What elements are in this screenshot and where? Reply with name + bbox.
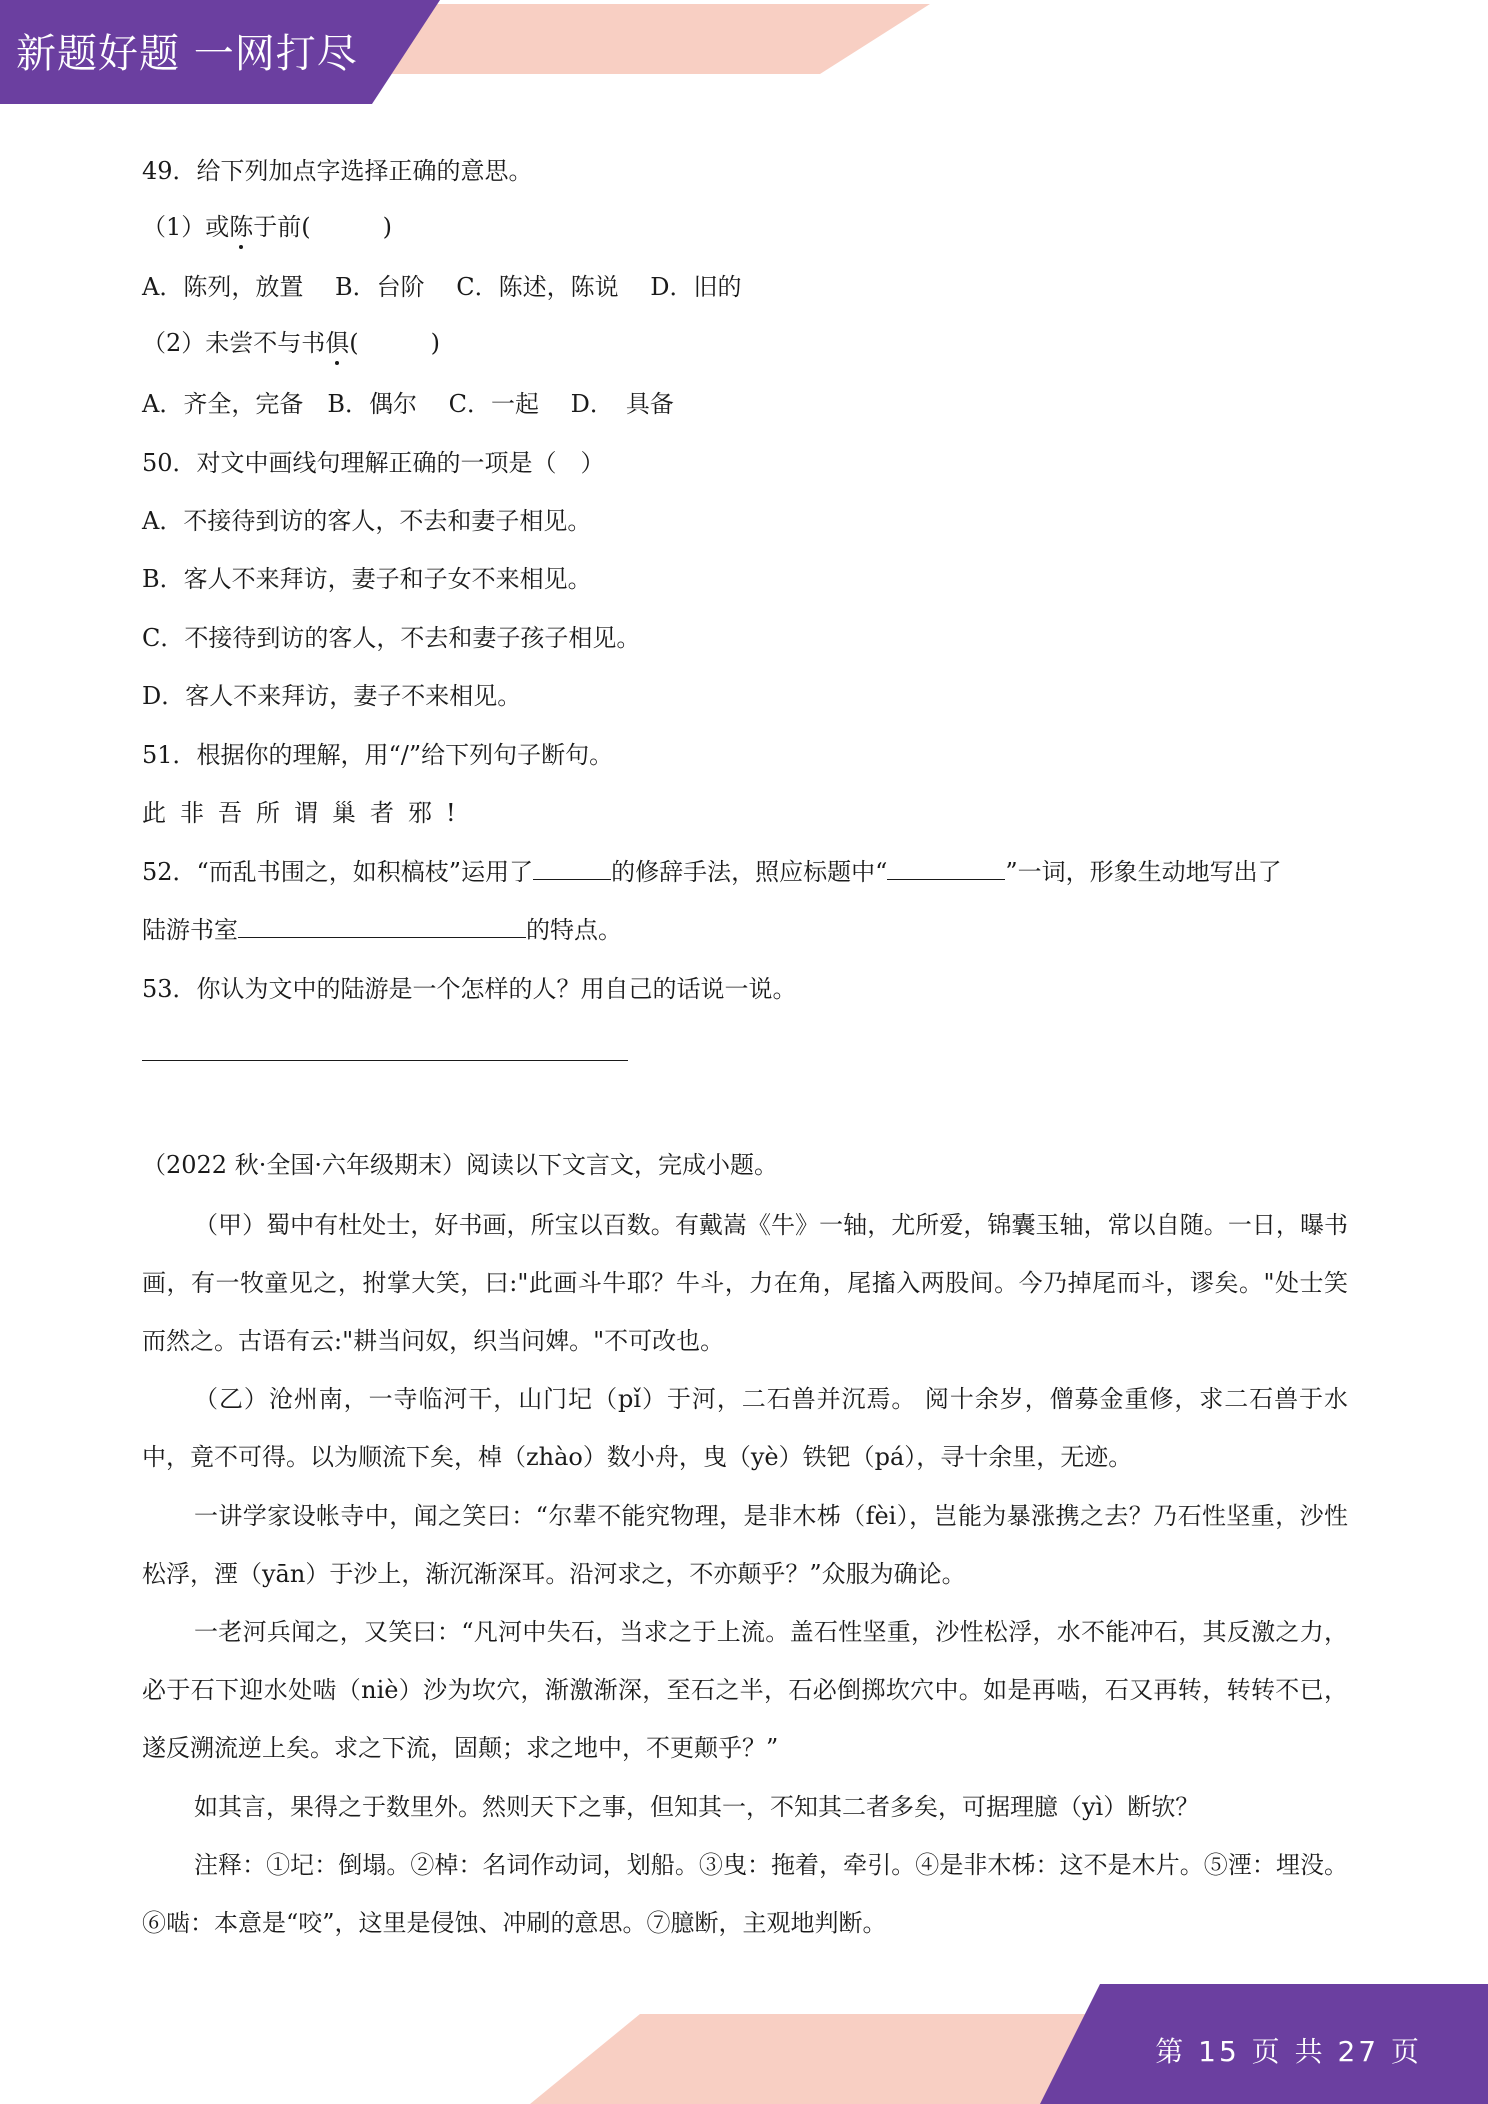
q49-sub1-post: 于前( ) <box>253 213 393 241</box>
q51-stem: 51．根据你的理解，用“/”给下列句子断句。 <box>142 741 614 769</box>
q53-stem: 53．你认为文中的陆游是一个怎样的人？用自己的话说一说。 <box>142 975 797 1003</box>
q52-blank-rhetoric[interactable] <box>533 859 611 880</box>
q49-sub2-pre: （2）未尝不与书 <box>142 329 326 357</box>
passage-yi-1: （乙）沧州南，一寺临河干，山门圮（pǐ）于河，二石兽并沉焉。 阅十余岁，僧募金重修，求二石兽于水中，竟不可得。以为顺流下矣，棹（zhào）数小舟，曳（yè）铁钯（pá），寻十余里，无迹。 <box>142 1385 1348 1471</box>
q52-blank-title-word[interactable] <box>887 859 1005 880</box>
q51-sentence: 此非吾所谓巢者邪! <box>142 799 470 827</box>
q52-line2 <box>142 915 622 945</box>
q49-sub1 <box>142 212 392 242</box>
q52-blank-feature[interactable] <box>238 917 526 938</box>
header-title: 新题好题 一网打尽 <box>16 31 358 77</box>
passage-intro: （2022 秋·全国·六年级期末）阅读以下文言文，完成小题。 <box>142 1151 778 1179</box>
q50-stem: 50．对文中画线句理解正确的一项是（ ） <box>142 449 605 477</box>
q50-option-c: C．不接待到访的客人，不去和妻子孩子相见。 <box>142 624 641 652</box>
q49-sub1-options: A．陈列，放置 B．台阶 C．陈述，陈说 D．旧的 <box>142 273 742 301</box>
q49-stem: 49．给下列加点字选择正确的意思。 <box>142 157 533 185</box>
q49-sub2-dotted-char: 俱 <box>325 329 350 357</box>
q52-part2: 的修辞手法，照应标题中“ <box>611 858 888 886</box>
q50-option-d: D．客人不来拜访，妻子不来相见。 <box>142 682 522 710</box>
passage-yi-3: 一老河兵闻之，又笑曰：“凡河中失石，当求之于上流。盖石性坚重，沙性松浮，水不能冲石，其反激之力，必于石下迎水处啮（niè）沙为坎穴，渐激渐深，至石之半，石必倒掷坎穴中。如是再啮，石又再转，转转不已，遂反溯流逆上矣。求之下流，固颠；求之地中，不更颠乎？” <box>142 1618 1348 1762</box>
q49-sub2-post: ( ) <box>349 329 441 357</box>
q52-part5: 的特点。 <box>526 916 622 944</box>
q49-sub2 <box>142 328 440 358</box>
q49-sub1-dotted-char: 陈 <box>229 213 254 241</box>
passage-jia: （甲）蜀中有杜处士，好书画，所宝以百数。有戴嵩《牛》一轴，尤所爱，锦囊玉轴，常以自随。一日，曝书画，有一牧童见之，拊掌大笑，曰:"此画斗牛耶？牛斗，力在角，尾搐入两股间。今乃掉尾而斗，谬矣。"处士笑而然之。古语有云:"耕当问奴，织当问婢。"不可改也。 <box>142 1211 1348 1355</box>
q50-option-a: A．不接待到访的客人，不去和妻子相见。 <box>142 507 592 535</box>
passage-yi-2: 一讲学家设帐寺中，闻之笑曰：“尔辈不能究物理，是非木柹（fèi），岂能为暴涨携之去？乃石性坚重，沙性松浮，湮（yān）于沙上，渐沉渐深耳。沿河求之，不亦颠乎？”众服为确论。 <box>142 1502 1348 1588</box>
q52-part3: ”一词，形象生动地写出了 <box>1005 858 1282 886</box>
passage-notes: 注释：①圮：倒塌。②棹：名词作动词，划船。③曳：拖着，牵引。④是非木柹：这不是木片。⑤湮：埋没。⑥啮：本意是“咬”，这里是侵蚀、冲刷的意思。⑦臆断，主观地判断。 <box>142 1851 1348 1937</box>
q52-part4: 陆游书室 <box>142 916 238 944</box>
q53-answer-line[interactable] <box>142 1060 628 1061</box>
q49-sub1-pre: （1）或 <box>142 213 230 241</box>
q50-option-b: B．客人不来拜访，妻子和子女不来相见。 <box>142 565 592 593</box>
q52-line1 <box>142 857 1282 887</box>
page-number: 第 15 页 共 27 页 <box>1155 2035 1422 2068</box>
q52-part1: 52．“而乱书围之，如积槁枝”运用了 <box>142 858 534 886</box>
passage-yi-4: 如其言，果得之于数里外。然则天下之事，但知其一，不知其二者多矣，可据理臆（yì）断欤？ <box>194 1793 1200 1821</box>
q49-sub2-options: A．齐全，完备 B．偶尔 C．一起 D． 具备 <box>142 390 674 418</box>
